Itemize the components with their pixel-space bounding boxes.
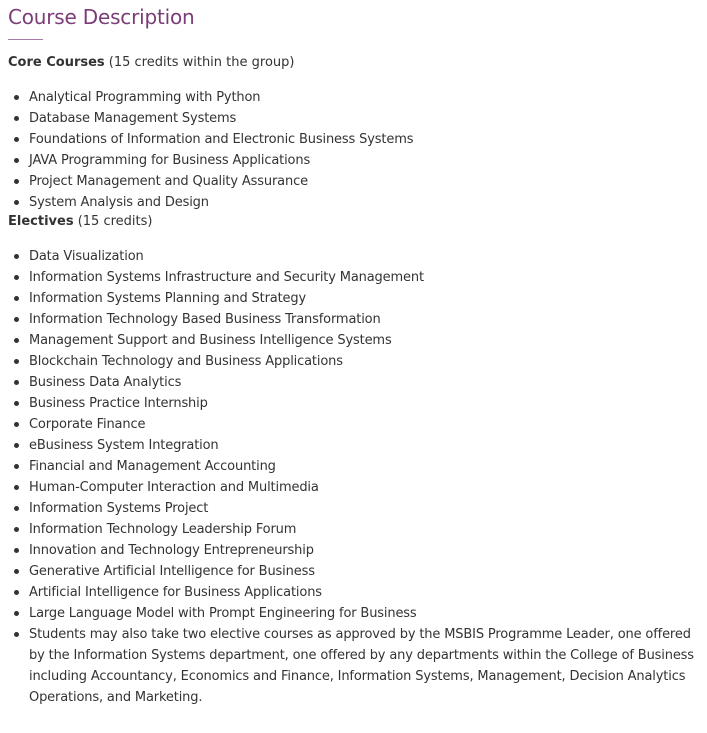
list-item-text: Generative Artificial Intelligence for Business [29, 564, 315, 579]
list-item [8, 477, 699, 498]
list-item-text: Students may also take two elective courses as approved by the MSBIS Programme Leader, one offered by the Information Systems department, one offered by any departments within the College of Business including Accountancy, Economics and Finance, Information Systems, Management, Decision Analytics Operations, and Marketing. [29, 627, 694, 705]
list-item [8, 108, 699, 129]
list-item-text: Database Management Systems [29, 111, 237, 126]
list-item-text: eBusiness System Integration [29, 438, 219, 453]
bullet-icon [14, 632, 19, 637]
bullet-icon [14, 569, 19, 574]
list-item-text: Business Data Analytics [29, 375, 182, 390]
list-item [8, 171, 699, 192]
list-item [8, 246, 699, 267]
list-item [8, 129, 699, 150]
list-item [8, 150, 699, 171]
list-item-text: System Analysis and Design [29, 195, 209, 210]
list-item [8, 288, 699, 309]
bullet-icon [14, 506, 19, 511]
list-item-text: Information Technology Leadership Forum [29, 522, 297, 537]
bullet-icon [14, 548, 19, 553]
bullet-icon [14, 359, 19, 364]
bullet-icon [14, 296, 19, 301]
list-item [8, 561, 699, 582]
list-item [8, 351, 699, 372]
bullet-icon [14, 590, 19, 595]
list-item [8, 582, 699, 603]
list-item [8, 414, 699, 435]
bullet-icon [14, 254, 19, 259]
bullet-icon [14, 200, 19, 205]
bullet-icon [14, 275, 19, 280]
list-item [8, 192, 699, 213]
core-courses-heading-bold: Core Courses [8, 55, 105, 70]
list-item-text: Human-Computer Interaction and Multimedia [29, 480, 319, 495]
bullet-icon [14, 401, 19, 406]
electives-heading-credits: (15 credits) [73, 214, 153, 229]
core-courses-heading [8, 54, 699, 72]
list-item [8, 309, 699, 330]
list-item-text: Analytical Programming with Python [29, 90, 261, 105]
list-item [8, 435, 699, 456]
bullet-icon [14, 95, 19, 100]
list-item-text: JAVA Programming for Business Applications [29, 153, 311, 168]
list-item [8, 393, 699, 414]
bullet-icon [14, 611, 19, 616]
bullet-icon [14, 338, 19, 343]
list-item [8, 456, 699, 477]
list-item [8, 603, 699, 624]
bullet-icon [14, 443, 19, 448]
list-item [8, 624, 699, 708]
list-item-text: Innovation and Technology Entrepreneurship [29, 543, 314, 558]
list-item-text: Information Systems Planning and Strategy [29, 291, 307, 306]
list-item-text: Business Practice Internship [29, 396, 208, 411]
list-item [8, 267, 699, 288]
list-item-text: Project Management and Quality Assurance [29, 174, 308, 189]
list-item-text: Artificial Intelligence for Business Applications [29, 585, 322, 600]
bullet-icon [14, 137, 19, 142]
bullet-icon [14, 116, 19, 121]
list-item [8, 540, 699, 561]
bullet-icon [14, 179, 19, 184]
bullet-icon [14, 464, 19, 469]
list-item-text: Financial and Management Accounting [29, 459, 276, 474]
list-item [8, 87, 699, 108]
bullet-icon [14, 485, 19, 490]
list-item [8, 498, 699, 519]
list-item-text: Foundations of Information and Electronic Business Systems [29, 132, 414, 147]
bullet-icon [14, 380, 19, 385]
bullet-icon [14, 317, 19, 322]
electives-heading [8, 213, 699, 231]
bullet-icon [14, 527, 19, 532]
bullet-icon [14, 422, 19, 427]
list-item-text: Blockchain Technology and Business Applications [29, 354, 343, 369]
list-item [8, 330, 699, 351]
list-item-text: Large Language Model with Prompt Engineering for Business [29, 606, 417, 621]
title-underline [8, 39, 43, 40]
list-item [8, 372, 699, 393]
list-item-text: Management Support and Business Intelligence Systems [29, 333, 392, 348]
electives-list [8, 246, 699, 708]
core-courses-heading-credits: (15 credits within the group) [104, 55, 295, 70]
page-title: Course Description [8, 5, 195, 29]
core-courses-list [8, 87, 699, 213]
list-item-text: Data Visualization [29, 249, 144, 264]
bullet-icon [14, 158, 19, 163]
list-item-text: Information Systems Infrastructure and Security Management [29, 270, 424, 285]
list-item-text: Corporate Finance [29, 417, 146, 432]
list-item-text: Information Technology Based Business Transformation [29, 312, 381, 327]
list-item [8, 519, 699, 540]
list-item-text: Information Systems Project [29, 501, 209, 516]
electives-heading-bold: Electives [8, 214, 74, 229]
